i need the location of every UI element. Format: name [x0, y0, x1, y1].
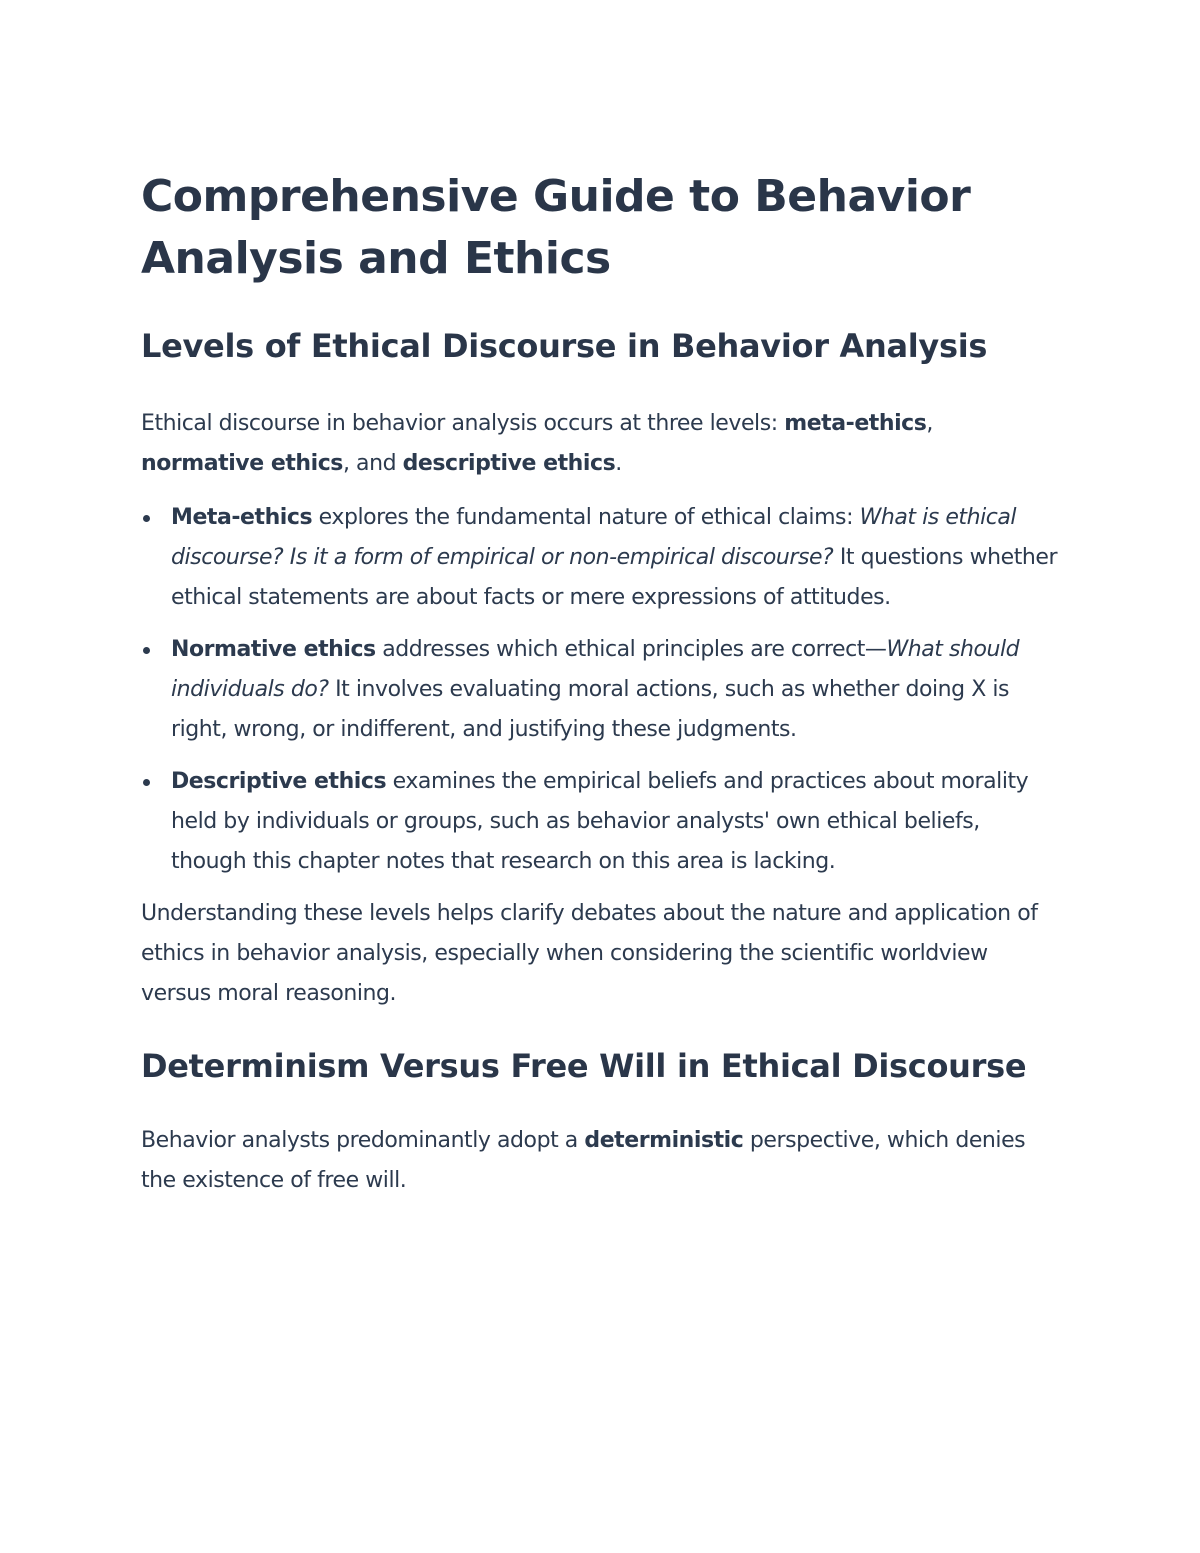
intro-paragraph: Ethical discourse in behavior analysis occurs at three levels: meta-ethics, normative ethics, and descriptive ethics. — [141, 411, 933, 476]
section-heading-determinism: Determinism Versus Free Will in Ethical Discourse — [141, 1047, 1027, 1085]
term-normative-ethics: normative ethics — [141, 451, 343, 476]
list-item: Descriptive ethics examines the empirical beliefs and practices about morality held by individuals or groups, such as behavior analysts' own ethical beliefs, though this chapter notes that research on this area is lacking. — [141, 762, 1061, 882]
levels-list — [141, 498, 1061, 882]
term-deterministic: deterministic — [584, 1128, 744, 1153]
bullet-icon — [143, 515, 150, 522]
document-page — [141, 166, 1061, 1201]
determinism-paragraph: Behavior analysts predominantly adopt a deterministic perspective, which denies the existence of free will. — [141, 1128, 1026, 1193]
list-item: Normative ethics addresses which ethical principles are correct—What should individuals do? It involves evaluating moral actions, such as whether doing X is right, wrong, or indifferent, and justifying these judgments. — [141, 630, 1061, 750]
term-descriptive-ethics: descriptive ethics — [402, 451, 616, 476]
term-meta-ethics: meta-ethics — [784, 411, 927, 436]
bullet-icon — [143, 647, 150, 654]
list-item: Meta-ethics explores the fundamental nature of ethical claims: What is ethical discourse? Is it a form of empirical or non-empirical discourse? It questions whether ethical statements are about facts or mere expressions of attitudes. — [141, 498, 1061, 618]
section-heading-levels: Levels of Ethical Discourse in Behavior Analysis — [141, 327, 988, 365]
summary-paragraph: Understanding these levels helps clarify debates about the nature and application of ethics in behavior analysis, especially when considering the scientific worldview versus moral reasoning. — [141, 901, 1038, 1006]
bullet-icon — [143, 779, 150, 786]
page-title: Comprehensive Guide to Behavior Analysis and Ethics — [141, 171, 971, 284]
